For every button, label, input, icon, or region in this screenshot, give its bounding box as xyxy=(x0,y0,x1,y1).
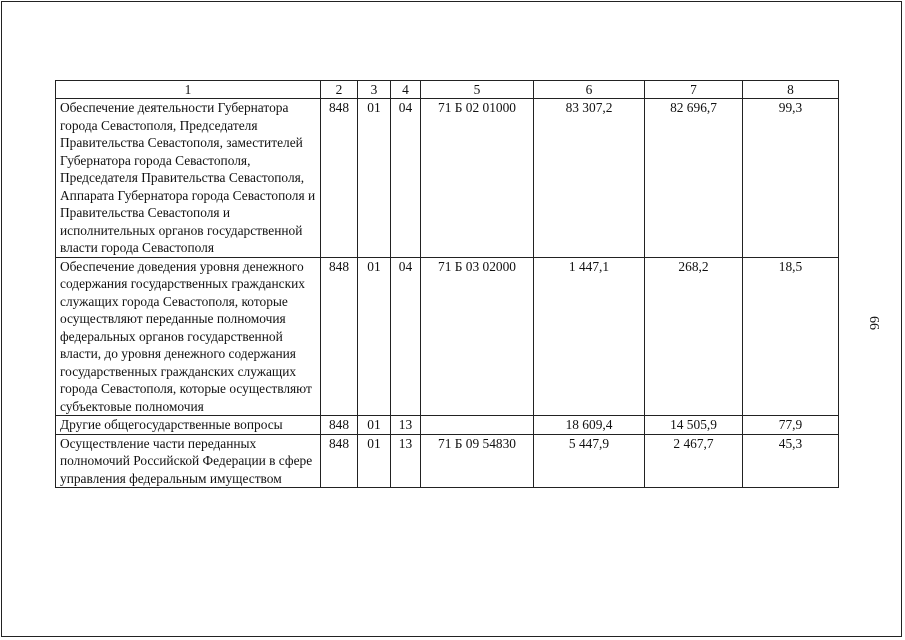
section-code-cell: 01 xyxy=(358,257,391,416)
column-header-1: 1 xyxy=(56,81,321,99)
section-code-cell: 01 xyxy=(358,416,391,435)
department-code-cell: 848 xyxy=(321,99,358,258)
budget-table xyxy=(55,80,839,488)
section-code-cell: 01 xyxy=(358,99,391,258)
target-article-cell xyxy=(421,416,534,435)
execution-percent-cell: 18,5 xyxy=(743,257,839,416)
column-header-7: 7 xyxy=(645,81,743,99)
table-row xyxy=(56,257,839,416)
actual-amount-cell: 14 505,9 xyxy=(645,416,743,435)
target-article-cell: 71 Б 02 01000 xyxy=(421,99,534,258)
column-header-5: 5 xyxy=(421,81,534,99)
column-header-6: 6 xyxy=(534,81,645,99)
subsection-code-cell: 04 xyxy=(391,99,421,258)
planned-amount-cell: 18 609,4 xyxy=(534,416,645,435)
target-article-cell: 71 Б 03 02000 xyxy=(421,257,534,416)
execution-percent-cell: 77,9 xyxy=(743,416,839,435)
column-header-2: 2 xyxy=(321,81,358,99)
planned-amount-cell: 83 307,2 xyxy=(534,99,645,258)
target-article-cell: 71 Б 09 54830 xyxy=(421,434,534,488)
column-header-3: 3 xyxy=(358,81,391,99)
actual-amount-cell: 268,2 xyxy=(645,257,743,416)
actual-amount-cell: 2 467,7 xyxy=(645,434,743,488)
table-header-row xyxy=(56,81,839,99)
subsection-code-cell: 13 xyxy=(391,434,421,488)
actual-amount-cell: 82 696,7 xyxy=(645,99,743,258)
section-code-cell: 01 xyxy=(358,434,391,488)
subsection-code-cell: 04 xyxy=(391,257,421,416)
execution-percent-cell: 99,3 xyxy=(743,99,839,258)
table-row xyxy=(56,434,839,488)
department-code-cell: 848 xyxy=(321,434,358,488)
column-header-8: 8 xyxy=(743,81,839,99)
row-name-cell: Обеспечение деятельности Губернатора города Севастополя, Председателя Правительства Севастополя, заместителей Губернатора города Севастополя, Председателя Правительства Севастополя, Аппарата Губернатора города Севастополя и Правительства Севастополя и исполнительных органов государственной власти города Севастополя xyxy=(56,99,321,258)
row-name-cell: Осуществление части переданных полномочий Российской Федерации в сфере управления федеральным имуществом xyxy=(56,434,321,488)
execution-percent-cell: 45,3 xyxy=(743,434,839,488)
row-name-cell: Обеспечение доведения уровня денежного содержания государственных гражданских служащих города Севастополя, которые осуществляют переданные полномочия федеральных органов государственной власти, до уровня денежного содержания государственных гражданских служащих города Севастополя, которые осуществляют субъектовые полномочия xyxy=(56,257,321,416)
department-code-cell: 848 xyxy=(321,416,358,435)
page-number: 66 xyxy=(866,316,881,330)
department-code-cell: 848 xyxy=(321,257,358,416)
column-header-4: 4 xyxy=(391,81,421,99)
subsection-code-cell: 13 xyxy=(391,416,421,435)
table-row xyxy=(56,99,839,258)
planned-amount-cell: 1 447,1 xyxy=(534,257,645,416)
table-row xyxy=(56,416,839,435)
row-name-cell: Другие общегосударственные вопросы xyxy=(56,416,321,435)
planned-amount-cell: 5 447,9 xyxy=(534,434,645,488)
